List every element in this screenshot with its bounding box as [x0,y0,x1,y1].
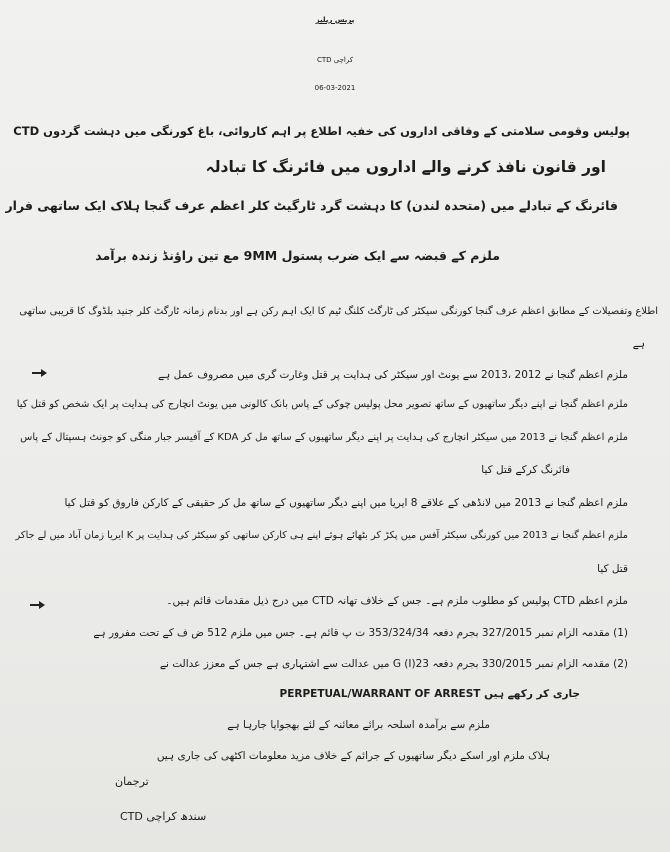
item-3-continued: فائرنگ کرکے قتل کیا [481,464,570,476]
signature-office: CTD سندھ کراچی [120,810,207,823]
warrant-line: PERPETUAL/WARRANT OF ARREST جاری کر رکھے ہیں [279,688,580,700]
arrow-marker [32,372,42,374]
release-date: 06-03-2021 [314,84,356,92]
headline-3: فائرنگ کے تبادلے میں (متحدہ لندن) کا دہشت گرد ٹارگیٹ کلر اعظم عرف گنجا ہلاک ایک ساتھی فرار [5,198,618,213]
weapon-line: ملزم سے برآمدہ اسلحہ برائے معائنہ کے لئے بھجوایا جارہا ہے [227,719,490,731]
item-5: ملزم اعظم گنجا نے 2013 میں کورنگی سیکٹر آفس میں پکڑ کر بٹھائے ہوئے اپنے ہی کارکن ساتھی کو سیکٹر کی ہدایت پر K ایریا زمان آباد میں لے جاکر [15,530,628,541]
headline-4: ملزم کے قبضہ سے ایک ضرب پستول 9MM مع تین راؤنڈ زندہ برآمد [95,248,500,263]
closing-line: ہلاک ملزم اور اسکے دیگر ساتھیوں کے جرائم کے خلاف مزید معلومات اکٹھی کی جاری ہیں [156,750,550,762]
item-1: ملزم اعظم گنجا نے 2012 ،2013 سے یونٹ اور سیکٹر کی ہدایت پر قتل وغارت گری میں مصروف عمل ہے [158,369,628,381]
case-1: (1) مقدمہ الزام نمبر 327/2015 بجرم دفعہ 353/324/34 ت پ قائم ہے۔ جس میں ملزم 512 ض ف کے تحت مفرور ہے [93,627,628,639]
headline-2: اور قانون نافذ کرنے والے اداروں میں فائرنگ کا تبادلہ [205,158,606,176]
cases-intro: ملزم اعظم CTD پولیس کو مطلوب ملزم ہے۔ جس کے خلاف تھانہ CTD میں درج ذیل مقدمات قائم ہیں۔ [166,595,628,607]
signature-role: ترجمان [115,775,149,788]
item-5-continued: قتل کیا [597,563,628,575]
arrow-marker [30,604,40,606]
headline-1: CTD پولیس وقومی سلامتی کے وفاقی اداروں کی خفیہ اطلاع پر اہم کاروائی، باغ کورنگی میں دہشت گردوں [13,124,630,138]
item-3: ملزم اعظم گنجا نے 2013 میں سیکٹر انچارج کی ہدایت پر اپنے دیگر ساتھیوں کے ساتھ مل کر KDA کے آفیسر جبار منگی کو جونٹ ہسپتال کے پاس [20,432,628,443]
intro-line-1: اطلاع وتفصیلات کے مطابق اعظم عرف گنجا کورنگی سیکٹر کی ٹارگٹ کلنگ ٹیم کا ایک اہم رکن ہے اور بدنام زمانہ ٹارگٹ کلر جنید بلڈوگ کا قریبی ساتھی [19,306,658,317]
location-line: CTD کراچی [316,56,354,64]
item-4: ملزم اعظم گنجا نے 2013 میں لانڈھی کے علاقے 8 ایریا میں اپنے دیگر ساتھیوں کے ساتھ مل کر حقیقی کے کارکن فاروق کو قتل کیا [64,497,628,509]
item-2: ملزم اعظم گنجا نے اپنے دیگر ساتھیوں کے ساتھ تصویر محل پولیس چوکی کے پاس بانک کالونی میں یونٹ انچارج کی ہدایت پر ایک شخص کو قتل کیا [16,399,628,410]
document-title: پریس ریلیز [315,16,355,24]
intro-line-2: ہے [632,338,645,350]
case-2: (2) مقدمہ الزام نمبر 330/2015 بجرم دفعہ 23(I) G میں عدالت سے اشتہاری ہے جس کے معزز عدالت نے [159,658,628,670]
